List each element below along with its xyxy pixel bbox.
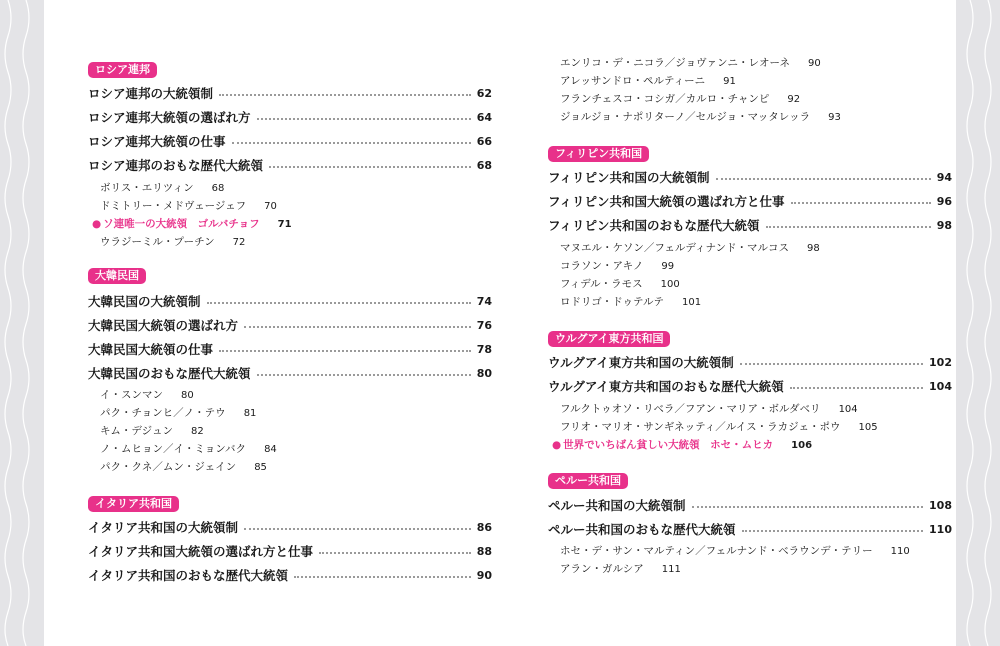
toc-sub-entry[interactable] [560, 55, 821, 71]
sub-title: キム・デジュン [100, 425, 173, 437]
page-number: 98 [936, 218, 952, 232]
leader-dots [740, 363, 923, 365]
sub-title: アレッサンドロ・ペルティーニ [560, 75, 706, 87]
leader-dots [319, 552, 471, 554]
entry-title: フィリピン共和国のおもな歴代大統領 [548, 218, 760, 233]
bullet-icon: ● [92, 218, 102, 230]
page-number: 94 [936, 170, 952, 184]
toc-entry[interactable] [548, 496, 952, 514]
toc-sub-entry[interactable] [560, 91, 800, 107]
sub-title: ノ・ムヒョン／イ・ミョンバク [100, 443, 247, 455]
toc-entry[interactable] [548, 168, 952, 186]
page-number: 102 [929, 355, 952, 369]
section-badge-philippines: フィリピン共和国 [548, 146, 649, 162]
page-number: 70 [264, 201, 277, 212]
sub-title: ウラジーミル・プーチン [100, 236, 215, 248]
page-number: 62 [476, 86, 492, 100]
leader-dots [232, 142, 471, 144]
page-number: 86 [476, 520, 492, 534]
toc-sub-entry[interactable] [560, 258, 674, 274]
toc-entry[interactable] [88, 364, 492, 382]
page-number: 106 [791, 440, 813, 451]
entry-title: ペルー共和国のおもな歴代大統領 [548, 522, 736, 537]
page-number: 99 [661, 261, 675, 272]
page-number: 64 [476, 110, 492, 124]
section-badge-korea: 大韓民国 [88, 268, 146, 284]
sub-title: マヌエル・ケソン／フェルディナンド・マルコス [560, 242, 790, 254]
toc-sub-entry[interactable] [100, 441, 277, 457]
page-number: 68 [211, 183, 225, 194]
page-number: 110 [929, 522, 952, 536]
toc-sub-entry[interactable] [560, 240, 820, 256]
leader-dots [207, 302, 471, 304]
page-number: 104 [929, 379, 952, 393]
page-number: 104 [838, 404, 858, 415]
toc-entry[interactable] [88, 292, 492, 310]
leader-dots [244, 528, 471, 530]
entry-title: ペルー共和国の大統領制 [548, 498, 686, 513]
toc-sub-entry[interactable] [100, 405, 256, 421]
sub-title: ホセ・デ・サン・マルティン／フェルナンド・ベラウンデ・テリー [560, 545, 873, 557]
sub-title: ロドリゴ・ドゥテルテ [560, 296, 665, 308]
page-number: 76 [476, 318, 492, 332]
sub-title: イ・スンマン [100, 389, 163, 401]
page-number: 82 [190, 426, 204, 437]
sub-title: フランチェスコ・コシガ／カルロ・チャンピ [560, 93, 770, 105]
page-number: 68 [476, 158, 492, 172]
entry-title: フィリピン共和国大統領の選ばれ方と仕事 [548, 194, 785, 209]
page-number: 71 [277, 219, 292, 230]
toc-entry[interactable] [548, 192, 952, 210]
toc-entry[interactable] [88, 84, 492, 102]
sub-title: フルクトゥオソ・リベラ／フアン・マリア・ボルダベリ [560, 403, 821, 415]
leader-dots [766, 226, 931, 228]
sub-title: フィデル・ラモス [560, 278, 643, 290]
toc-sub-entry[interactable] [560, 561, 681, 577]
left-page-edge [0, 0, 44, 646]
page-number: 90 [807, 58, 821, 69]
toc-sub-entry[interactable] [100, 234, 245, 250]
page-number: 74 [476, 294, 492, 308]
toc-sub-entry[interactable] [100, 387, 194, 403]
entry-title: ロシア連邦のおもな歴代大統領 [88, 158, 264, 173]
page-number: 101 [682, 297, 702, 308]
sub-title: ボリス・エリツィン [100, 182, 194, 194]
toc-sub-entry[interactable] [560, 276, 680, 292]
page-number: 91 [723, 76, 736, 87]
entry-title: 大韓民国のおもな歴代大統領 [88, 366, 251, 381]
page-number: 93 [828, 112, 841, 123]
leader-dots [790, 387, 923, 389]
toc-entry[interactable] [88, 132, 492, 150]
leader-dots [294, 576, 471, 578]
toc-sub-entry[interactable] [560, 109, 841, 125]
toc-sub-entry[interactable] [560, 73, 736, 89]
entry-title: ウルグアイ東方共和国の大統領制 [548, 355, 734, 370]
left-edge-pattern [0, 0, 44, 646]
toc-sub-entry[interactable] [100, 180, 224, 196]
toc-entry[interactable] [548, 520, 952, 538]
sub-title: コラソン・アキノ [560, 260, 644, 272]
page-number: 100 [660, 279, 680, 290]
page-number: 92 [787, 94, 801, 105]
entry-title: フィリピン共和国の大統領制 [548, 170, 710, 185]
page-number: 110 [890, 546, 910, 557]
page-number: 90 [476, 568, 492, 582]
toc-entry[interactable] [88, 316, 492, 334]
toc-sub-entry-highlight[interactable] [92, 216, 292, 232]
entry-title: イタリア共和国のおもな歴代大統領 [88, 568, 289, 583]
leader-dots [219, 350, 471, 352]
leader-dots [791, 202, 931, 204]
toc-entry[interactable] [88, 108, 492, 126]
page-number: 108 [929, 498, 952, 512]
sub-title: パク・チョンヒ／ノ・テウ [100, 407, 226, 419]
leader-dots [219, 94, 471, 96]
sub-title: アラン・ガルシア [560, 563, 644, 575]
toc-sub-entry[interactable] [560, 294, 701, 310]
leader-dots [742, 530, 924, 532]
entry-title: 大韓民国の大統領制 [88, 294, 201, 309]
sub-title: 世界でいちばん貧しい大統領 ホセ・ムヒカ [563, 439, 774, 451]
toc-entry[interactable] [88, 518, 492, 536]
toc-sub-entry[interactable] [560, 401, 858, 417]
toc-sub-entry[interactable] [100, 459, 267, 475]
page-number: 88 [476, 544, 492, 558]
section-badge-uruguay: ウルグアイ東方共和国 [548, 331, 670, 347]
page-number: 80 [476, 366, 492, 380]
page-number: 81 [243, 408, 257, 419]
leader-dots [716, 178, 931, 180]
page-number: 85 [254, 462, 267, 473]
section-badge-peru: ペルー共和国 [548, 473, 628, 489]
entry-title: ロシア連邦の大統領制 [88, 86, 214, 101]
toc-sub-entry[interactable] [100, 423, 204, 439]
entry-title: イタリア共和国大統領の選ばれ方と仕事 [88, 544, 314, 559]
leader-dots [269, 166, 471, 168]
entry-title: 大韓民国大統領の仕事 [88, 342, 214, 357]
sub-title: フリオ・マリオ・サンギネッティ／ルイス・ラカジェ・ポウ [560, 421, 841, 433]
sub-title: ドミトリー・メドヴェージェフ [100, 200, 247, 212]
toc-entry[interactable] [548, 216, 952, 234]
sub-title: ソ連唯一の大統領 ゴルバチョフ [103, 218, 260, 230]
page-number: 72 [232, 237, 246, 248]
right-edge-pattern [956, 0, 1000, 646]
section-badge-russia: ロシア連邦 [88, 62, 157, 78]
page-number: 98 [807, 243, 820, 254]
toc-sub-entry-highlight[interactable] [552, 437, 812, 453]
toc-entry[interactable] [88, 542, 492, 560]
bullet-icon: ● [552, 439, 562, 451]
leader-dots [257, 374, 471, 376]
page-number: 96 [936, 194, 952, 208]
sub-title: エンリコ・デ・ニコラ／ジョヴァンニ・レオーネ [560, 57, 790, 69]
toc-entry[interactable] [88, 566, 492, 584]
right-page-edge [956, 0, 1000, 646]
leader-dots [257, 118, 471, 120]
toc-entry[interactable] [88, 156, 492, 174]
sub-title: ジョルジョ・ナポリターノ／セルジョ・マッタレッラ [560, 111, 811, 123]
entry-title: ロシア連邦大統領の選ばれ方 [88, 110, 251, 125]
entry-title: 大韓民国大統領の選ばれ方 [88, 318, 239, 333]
toc-entry[interactable] [548, 353, 952, 371]
page-number: 78 [476, 342, 492, 356]
page-number: 84 [264, 444, 277, 455]
leader-dots [244, 326, 471, 328]
section-badge-italy: イタリア共和国 [88, 496, 179, 512]
toc-entry[interactable] [88, 340, 492, 358]
page-number: 80 [181, 390, 194, 401]
toc-sub-entry[interactable] [560, 543, 910, 559]
toc-entry[interactable] [548, 377, 952, 395]
entry-title: ロシア連邦大統領の仕事 [88, 134, 226, 149]
toc-sub-entry[interactable] [560, 419, 878, 435]
page-number: 66 [476, 134, 492, 148]
leader-dots [692, 506, 924, 508]
page-number: 105 [858, 422, 878, 433]
page-number: 111 [661, 564, 681, 575]
toc-page [44, 0, 956, 646]
entry-title: イタリア共和国の大統領制 [88, 520, 239, 535]
toc-sub-entry[interactable] [100, 198, 277, 214]
entry-title: ウルグアイ東方共和国のおもな歴代大統領 [548, 379, 784, 394]
sub-title: パク・クネ／ムン・ジェイン [100, 461, 237, 473]
